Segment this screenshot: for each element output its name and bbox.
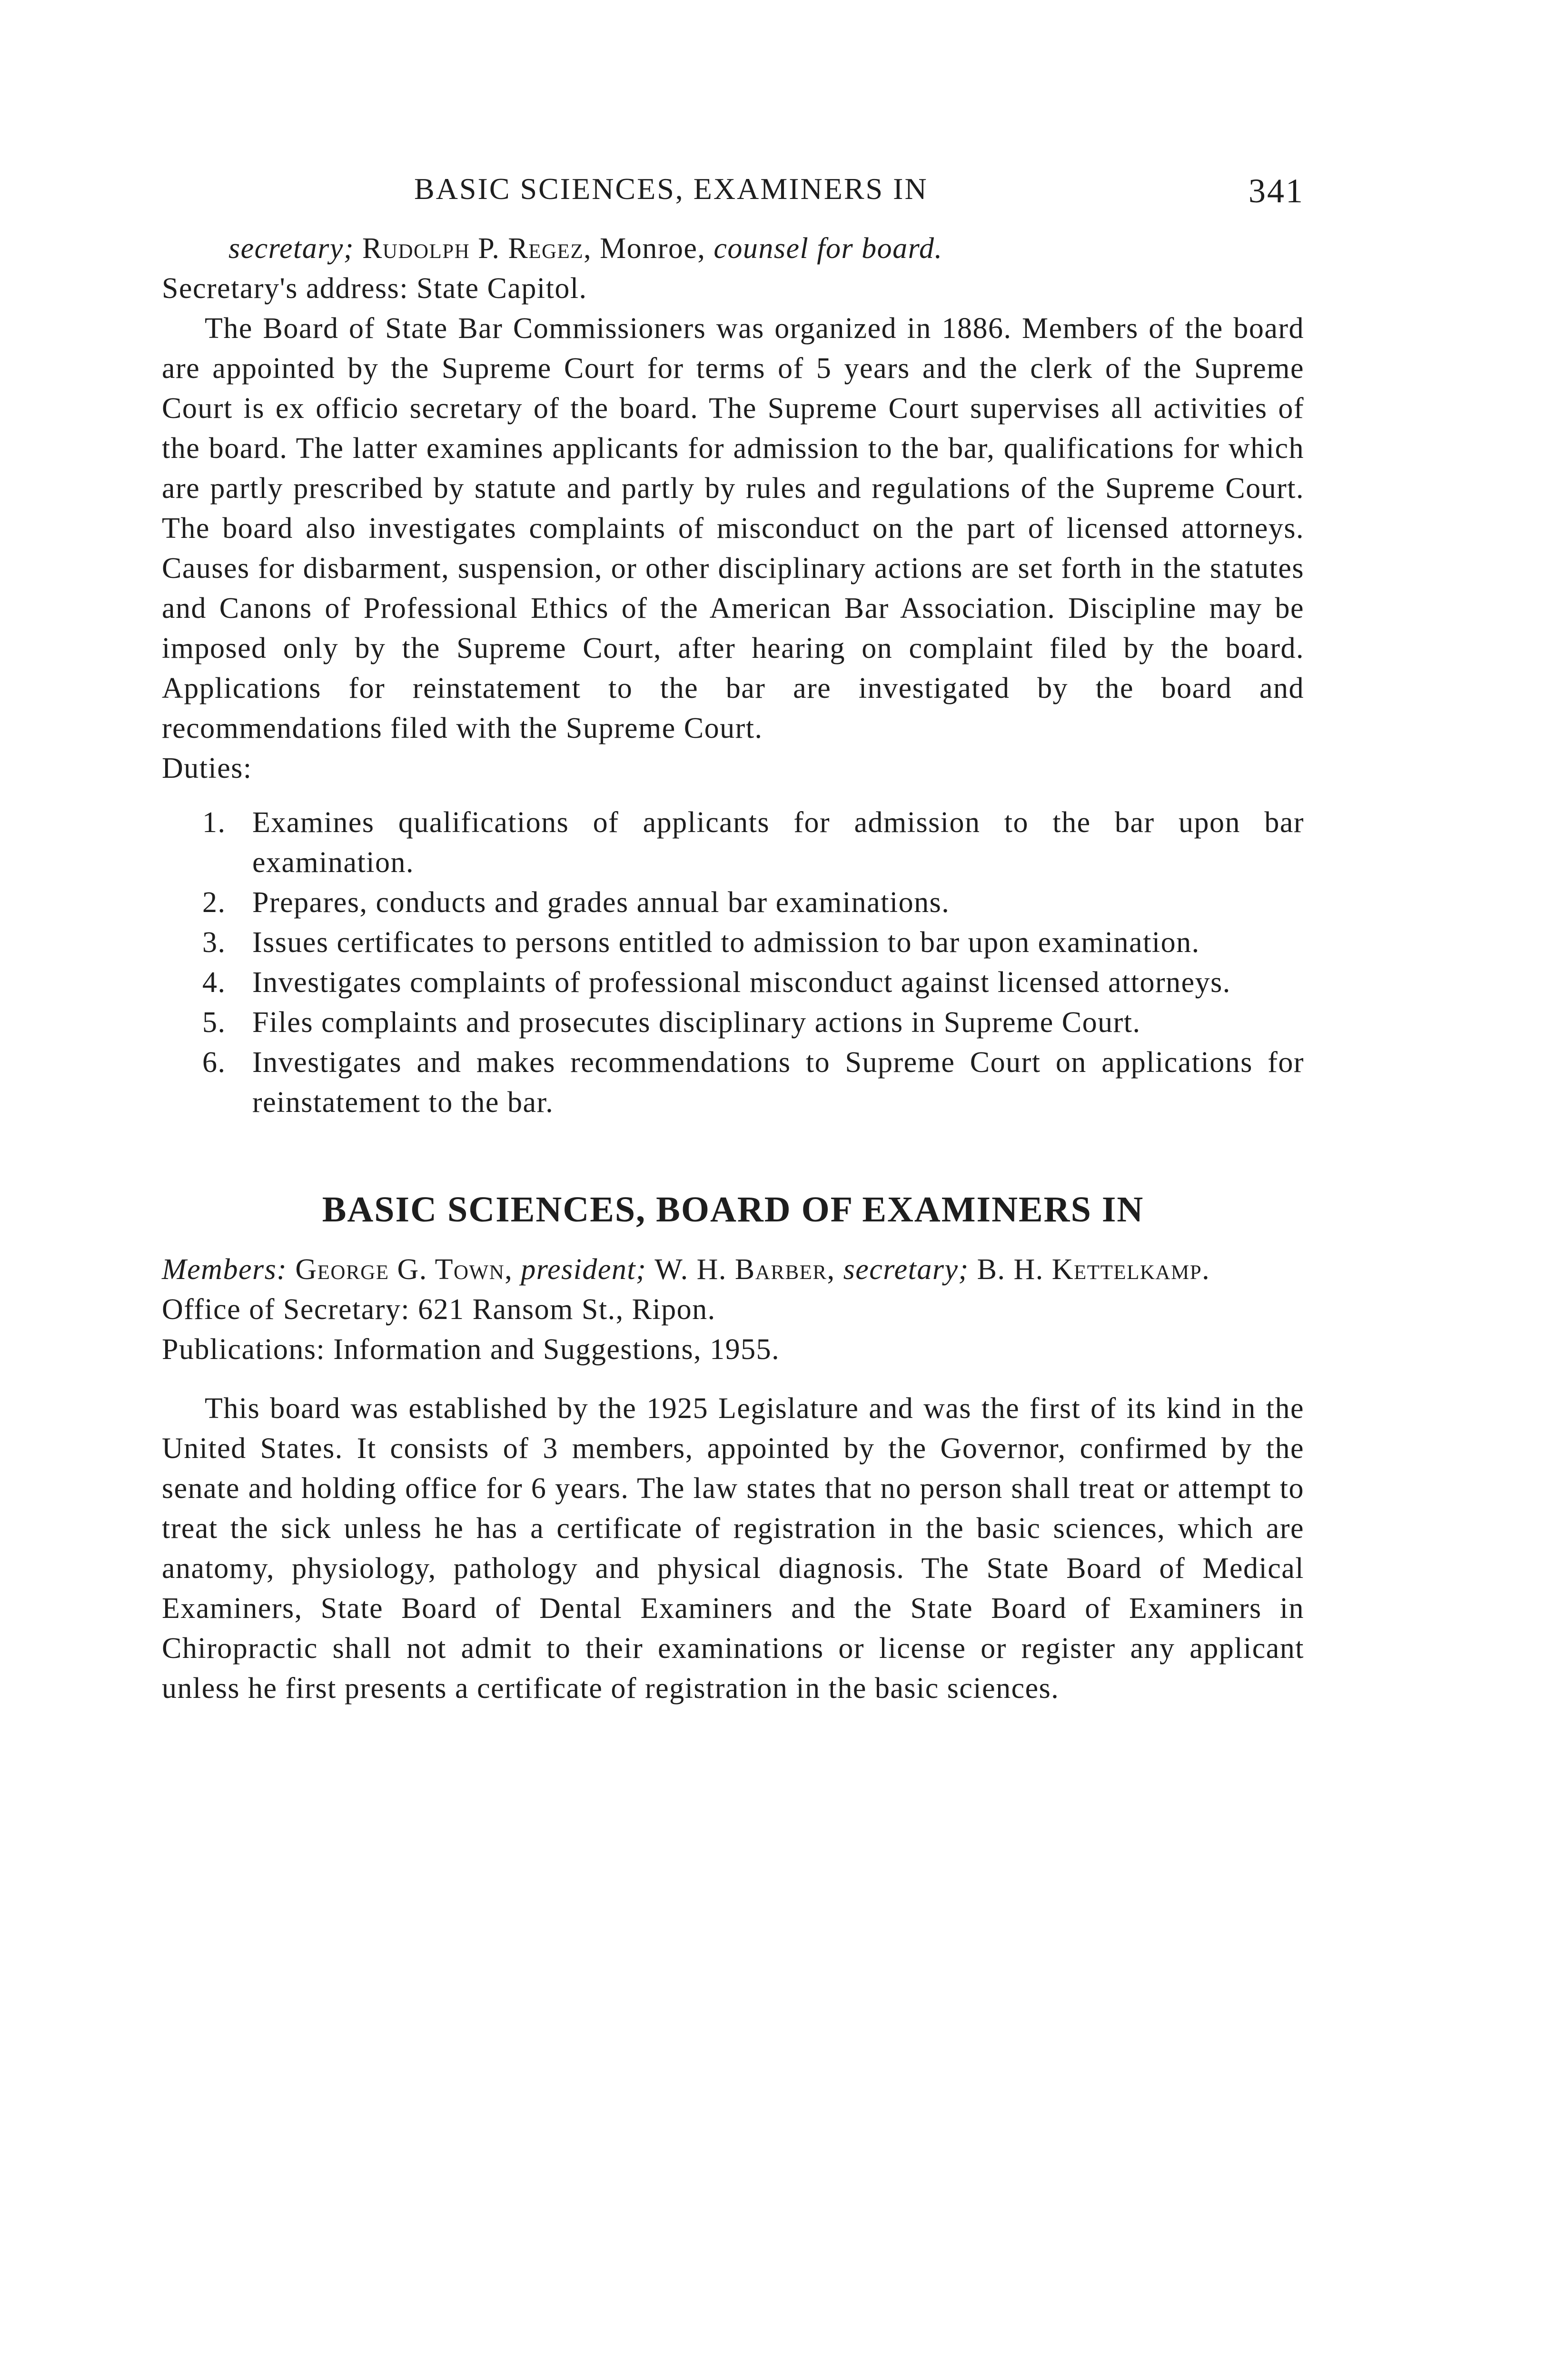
duty-item xyxy=(162,922,1304,962)
counsel-location: , Monroe, xyxy=(584,232,714,265)
duty-text: Investigates complaints of professional misconduct against licensed attorneys. xyxy=(252,966,1231,999)
duty-item xyxy=(162,1042,1304,1122)
page-number: 341 xyxy=(1249,172,1304,210)
member-name: B. H. Kettelkamp. xyxy=(977,1253,1210,1286)
duty-item xyxy=(162,883,1304,922)
duty-text: Files complaints and prosecutes disciplinary actions in Supreme Court. xyxy=(252,1006,1141,1039)
counsel-name: Rudolph P. Regez xyxy=(362,232,584,265)
section-heading: BASIC SCIENCES, BOARD OF EXAMINERS IN xyxy=(322,1190,1144,1230)
page xyxy=(162,157,1304,1708)
basic-sciences-paragraph: This board was established by the 1925 Legislature and was the first of its kind in the United States. It consists of 3 members, appointed by the Governor, confirmed by the senate and holding office for 6 years. The law states that no person shall treat or attempt to treat the sick unless he has a certificate of registration in the basic sciences, which are anatomy, physiology, pathology and physical diagnosis. The State Board of Medical Examiners, State Board of Dental Examiners and the State Board of Examiners in Chiropractic shall not admit to their examinations or license or register any applicant unless he first presents a certificate of registration in the basic sciences. xyxy=(162,1392,1304,1705)
duty-item xyxy=(162,803,1304,883)
members-label: Members: xyxy=(162,1253,287,1286)
duties-label: Duties: xyxy=(162,752,252,784)
duty-number: 4. xyxy=(202,966,226,999)
duty-text: Examines qualifications of applicants for admission to the bar upon bar examination. xyxy=(252,806,1304,879)
duty-text: Prepares, conducts and grades annual bar examinations. xyxy=(252,886,950,919)
member-role: president; xyxy=(521,1253,647,1286)
running-head xyxy=(162,157,1304,214)
basic-sciences-section xyxy=(162,1189,1304,1708)
duties-list xyxy=(162,803,1304,1122)
duty-number: 3. xyxy=(202,926,226,959)
duty-text: Issues certificates to persons entitled to admission to bar upon examination. xyxy=(252,926,1200,959)
duty-number: 2. xyxy=(202,886,226,919)
member-name: George G. Town xyxy=(295,1253,505,1286)
member-role: secretary; xyxy=(843,1253,969,1286)
duty-item xyxy=(162,962,1304,1002)
running-head-title: BASIC SCIENCES, EXAMINERS IN xyxy=(414,172,928,206)
counsel-role: counsel for board. xyxy=(714,232,943,265)
bar-opening-line xyxy=(162,228,1304,268)
office-line: Office of Secretary: 621 Ransom St., Ripon. xyxy=(162,1293,716,1326)
member-name: W. H. Barber xyxy=(654,1253,827,1286)
duty-item xyxy=(162,1002,1304,1042)
secretary-role: secretary; xyxy=(228,232,355,265)
duty-text: Investigates and makes recommendations to Supreme Court on applications for reinstatement to the bar. xyxy=(252,1046,1304,1119)
duty-number: 1. xyxy=(202,806,226,839)
bar-commissioners-paragraph: The Board of State Bar Commissioners was organized in 1886. Members of the board are appointed by the Supreme Court for terms of 5 years and the clerk of the Supreme Court is ex officio secretary of the board. The Supreme Court supervises all activities of the board. The latter examines applicants for admission to the bar, qualifications for which are partly prescribed by statute and partly by rules and regulations of the Supreme Court. The board also investigates complaints of misconduct on the part of licensed attorneys. Causes for disbarment, suspension, or other disciplinary actions are set forth in the statutes and Canons of Professional Ethics of the American Bar Association. Discipline may be imposed only by the Supreme Court, after hearing on complaint filed by the board. Applications for reinstatement to the bar are investigated by the board and recommendations filed with the Supreme Court. xyxy=(162,312,1304,744)
publications-line: Publications: Information and Suggestions, 1955. xyxy=(162,1333,780,1366)
secretary-address: Secretary's address: State Capitol. xyxy=(162,272,587,305)
spacer xyxy=(162,1369,1304,1388)
duty-number: 5. xyxy=(202,1006,226,1039)
bar-commissioners-section xyxy=(162,228,1304,1122)
members-line: Members: George G. Town, president; W. H. Barber, secretary; B. H. Kettelkamp. xyxy=(162,1253,1210,1286)
duty-number: 6. xyxy=(202,1046,226,1079)
